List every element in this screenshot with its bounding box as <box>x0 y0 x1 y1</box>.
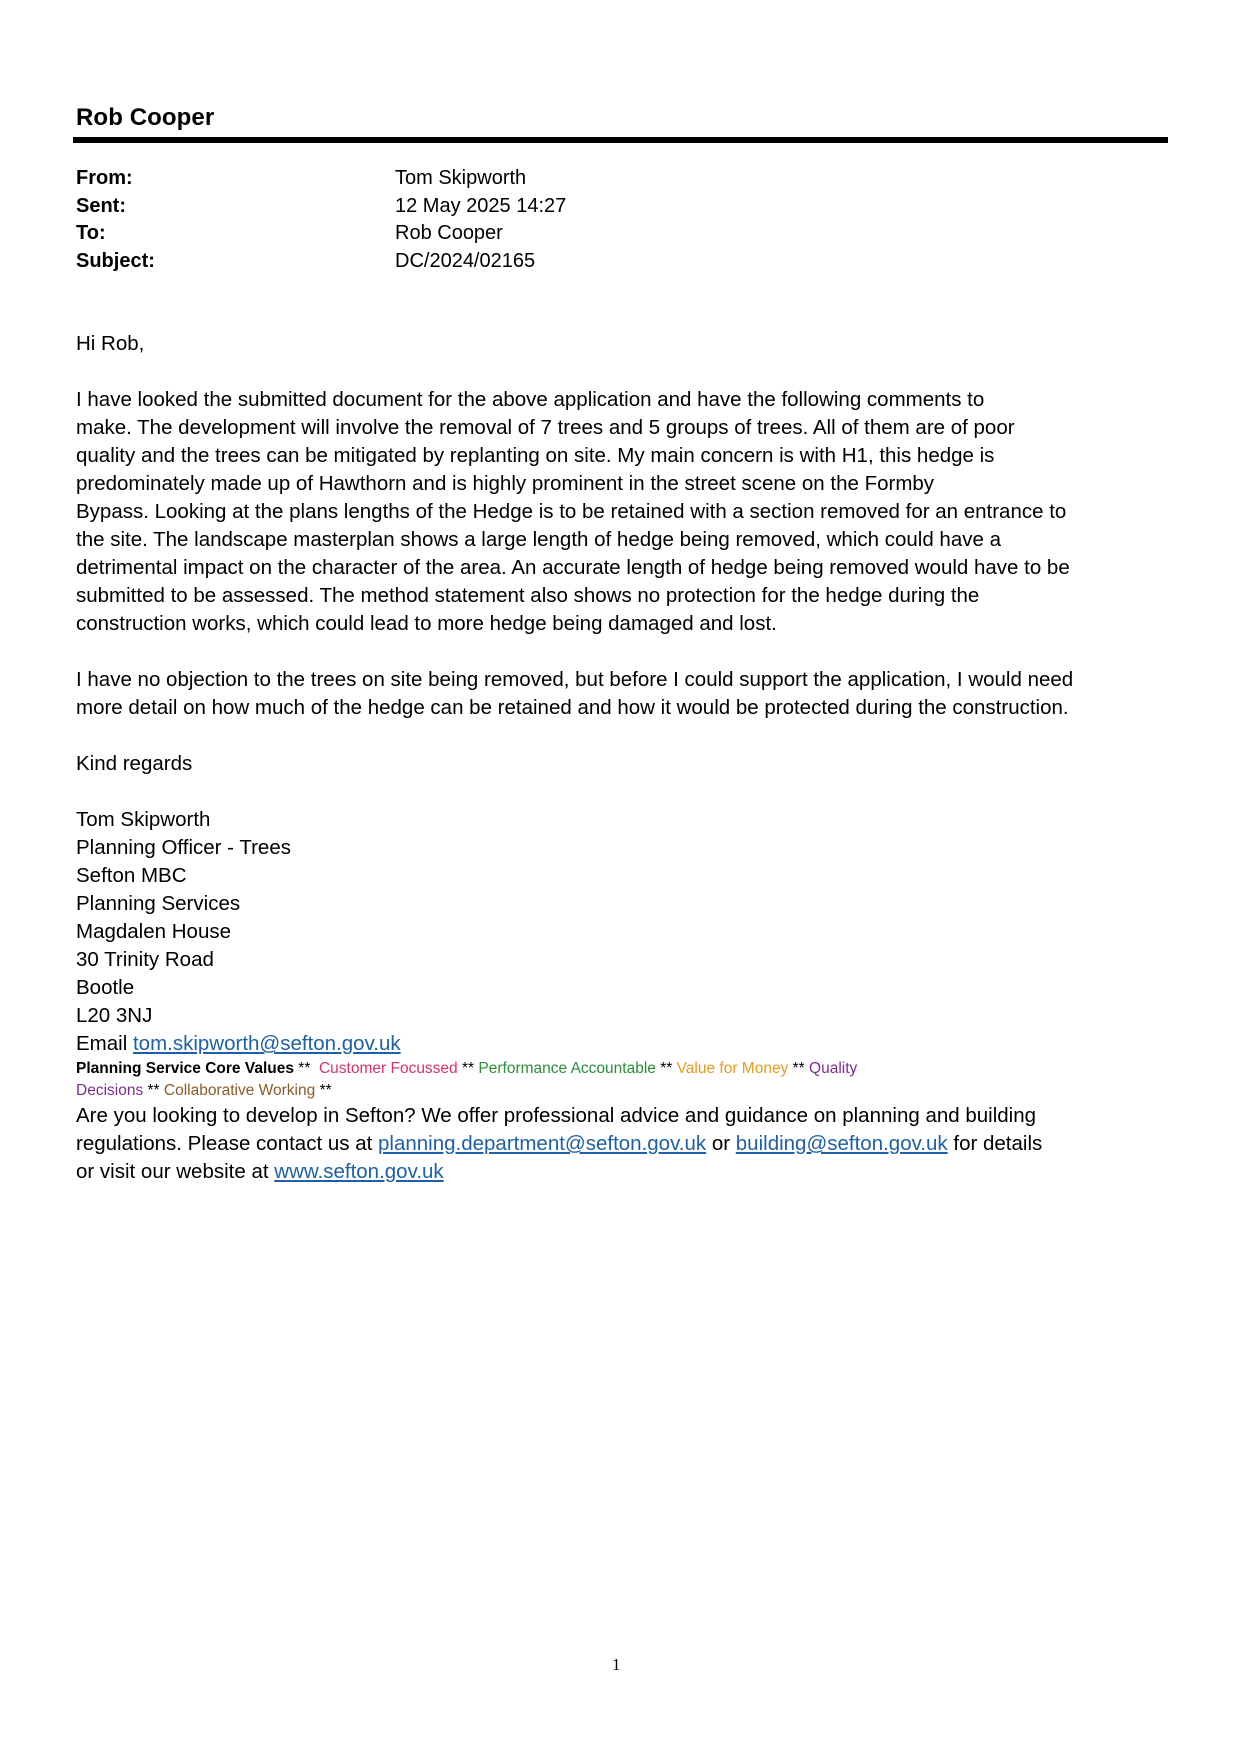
value-collaborative-working: Collaborative Working <box>163 1082 316 1099</box>
subject-row <box>76 248 1076 276</box>
text-line: more detail on how much of the hedge can be retained and how it would be protected during the construction. <box>76 696 1069 719</box>
text-line: quality and the trees can be mitigated by replanting on site. My main concern is with H1, this hedge is <box>76 444 995 467</box>
subject-value: DC/2024/02165 <box>395 249 536 272</box>
to-value: Rob Cooper <box>395 222 503 244</box>
text-line: Bypass. Looking at the plans lengths of the Hedge is to be retained with a section removed for an entrance to <box>76 500 1067 523</box>
sent-row <box>76 193 1076 221</box>
core-values-line-2 <box>76 1080 1171 1102</box>
email-body <box>76 330 1171 1186</box>
promo-line-2 <box>76 1130 1171 1158</box>
or-text: or <box>711 1132 731 1155</box>
separator: ** <box>298 1060 311 1077</box>
paragraph-comments <box>76 386 1171 638</box>
mailbox-owner-name: Rob Cooper <box>76 104 215 131</box>
promo-line-3 <box>76 1158 1171 1186</box>
signature-building: Magdalen House <box>76 920 231 943</box>
core-values-title: Planning Service Core Values <box>76 1060 294 1077</box>
signature-email-line <box>76 1030 1171 1058</box>
signature-block <box>76 806 1171 1058</box>
to-row <box>76 220 1076 248</box>
signature-town: Bootle <box>76 976 135 999</box>
text-line: submitted to be assessed. The method statement also shows no protection for the hedge during the <box>76 584 980 607</box>
promo-line-2-prefix: regulations. Please contact us at <box>76 1132 373 1155</box>
from-value: Tom Skipworth <box>395 167 527 189</box>
value-performance-accountable: Performance Accountable <box>478 1060 656 1077</box>
promo-line-1: Are you looking to develop in Sefton? We offer professional advice and guidance on planning and building <box>76 1104 1037 1127</box>
signature-email-link[interactable]: tom.skipworth@sefton.gov.uk <box>132 1032 401 1055</box>
value-quality: Quality <box>809 1060 858 1077</box>
text-line: the site. The landscape masterplan shows a large length of hedge being removed, which could have a <box>76 528 1001 551</box>
building-email-link[interactable]: building@sefton.gov.uk <box>735 1132 948 1155</box>
planning-email-link[interactable]: planning.department@sefton.gov.uk <box>378 1132 707 1155</box>
sent-label: Sent: <box>76 194 126 217</box>
from-row <box>76 165 1076 193</box>
website-link[interactable]: www.sefton.gov.uk <box>274 1160 444 1183</box>
closing: Kind regards <box>76 752 193 775</box>
text-line: make. The development will involve the removal of 7 trees and 5 groups of trees. All of them are of poor <box>76 416 1015 439</box>
signature-street: 30 Trinity Road <box>76 948 214 971</box>
promo-line-2-suffix: for details <box>953 1132 1043 1155</box>
signature-org: Sefton MBC <box>76 864 187 887</box>
text-line: detrimental impact on the character of the area. An accurate length of hedge being removed would have to be <box>76 556 1070 579</box>
text-line: predominately made up of Hawthorn and is highly prominent in the street scene on the Formby <box>76 472 935 495</box>
value-value-for-money: Value for Money <box>676 1060 789 1077</box>
core-values-line-1 <box>76 1058 1171 1080</box>
text-line: I have looked the submitted document for the above application and have the following comments to <box>76 388 985 411</box>
email-header-fields <box>76 165 1076 275</box>
signature-postcode: L20 3NJ <box>76 1004 153 1027</box>
text-line: I have no objection to the trees on site being removed, but before I could support the application, I would need <box>76 668 1074 691</box>
signature-role: Planning Officer - Trees <box>76 836 291 859</box>
paragraph-conclusion <box>76 666 1171 722</box>
promo-line-3-prefix: or visit our website at <box>76 1160 269 1183</box>
signature-dept: Planning Services <box>76 892 241 915</box>
greeting: Hi Rob, <box>76 332 145 355</box>
separator: ** <box>660 1060 673 1077</box>
separator: ** <box>792 1060 805 1077</box>
to-label: To: <box>76 222 106 244</box>
header-rule <box>73 137 1168 143</box>
from-label: From: <box>76 167 133 189</box>
page-number: 1 <box>612 1655 621 1674</box>
separator: ** <box>147 1082 160 1099</box>
sent-value: 12 May 2025 14:27 <box>395 194 567 217</box>
text-line: construction works, which could lead to more hedge being damaged and lost. <box>76 612 777 635</box>
value-customer-focussed: Customer Focussed <box>318 1060 458 1077</box>
promo-text <box>76 1102 1171 1186</box>
subject-label: Subject: <box>76 249 155 272</box>
signature-name: Tom Skipworth <box>76 808 211 831</box>
email-label: Email <box>76 1032 128 1055</box>
value-decisions: Decisions <box>76 1082 144 1099</box>
separator: ** <box>462 1060 475 1077</box>
separator: ** <box>319 1082 332 1099</box>
core-values <box>76 1058 1171 1102</box>
